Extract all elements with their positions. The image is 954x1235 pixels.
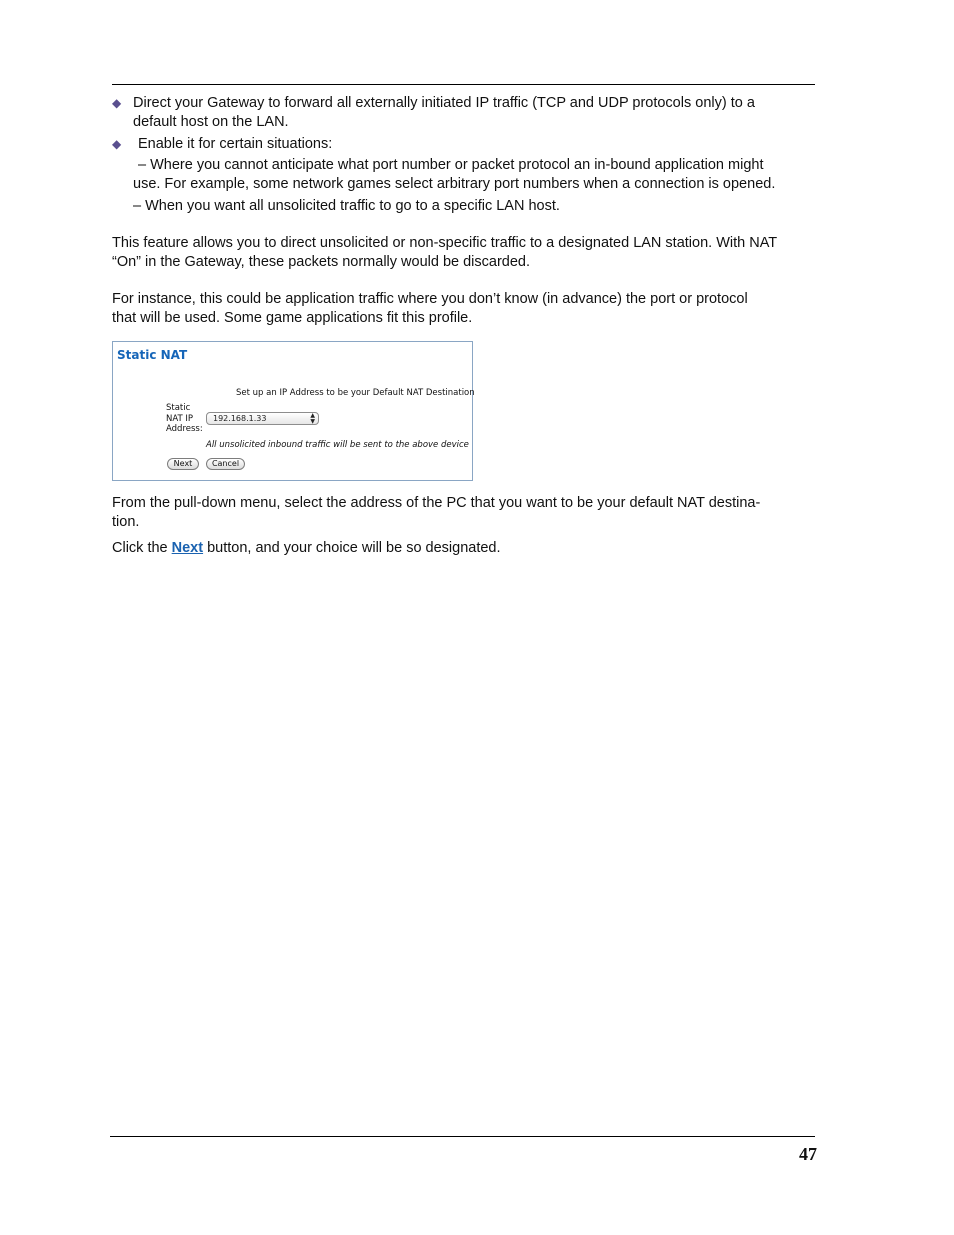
footer-rule xyxy=(110,1136,815,1137)
panel-title: Static NAT xyxy=(117,348,188,362)
paragraph-3-line-2: tion. xyxy=(112,514,140,530)
paragraph-2-line-1: For instance, this could be application traffic where you don’t know (in advance) the port or protocol xyxy=(112,291,748,307)
diamond-bullet-icon: ◆ xyxy=(112,96,122,110)
paragraph-4 xyxy=(112,539,501,558)
panel-note: All unsolicited inbound traffic will be sent to the above device xyxy=(206,440,469,450)
paragraph-4-before: Click the xyxy=(112,540,172,556)
field-label-line-2: NAT IP xyxy=(166,414,194,424)
bullet-1-line-2: default host on the LAN. xyxy=(133,114,289,130)
bullet-2-sub-3: – When you want all unsolicited traffic to go to a specific LAN host. xyxy=(133,198,560,214)
next-link[interactable]: Next xyxy=(171,540,204,556)
diamond-bullet-icon: ◆ xyxy=(112,137,122,151)
bullet-2-sub-2: use. For example, some network games select arbitrary port numbers when a connection is opened. xyxy=(133,176,776,192)
field-label-line-1: Static xyxy=(166,403,191,413)
paragraph-2-line-2: that will be used. Some game applications fit this profile. xyxy=(112,310,473,326)
static-nat-screenshot xyxy=(112,341,473,481)
paragraph-4-after: button, and your choice will be so designated. xyxy=(203,540,501,556)
bullet-2-sub-1: – Where you cannot anticipate what port number or packet protocol an in-bound application might xyxy=(138,157,764,173)
paragraph-1-line-2: “On” in the Gateway, these packets normally would be discarded. xyxy=(112,254,531,270)
select-value: 192.168.1.33 xyxy=(213,414,267,423)
panel-instruction: Set up an IP Address to be your Default NAT Destination xyxy=(236,388,475,398)
field-label-line-3: Address: xyxy=(166,424,203,434)
nat-ip-select[interactable] xyxy=(206,412,319,425)
page-number: 47 xyxy=(799,1144,817,1164)
paragraph-3-line-1: From the pull-down menu, select the address of the PC that you want to be your default NAT destina- xyxy=(112,495,761,511)
select-arrows-icon: ▲ ▼ xyxy=(310,412,315,425)
bullet-2-line-1: Enable it for certain situations: xyxy=(138,136,333,152)
bullet-1-line-1: Direct your Gateway to forward all externally initiated IP traffic (TCP and UDP protocols only) to a xyxy=(133,95,755,111)
next-button[interactable]: Next xyxy=(167,458,199,470)
cancel-button[interactable]: Cancel xyxy=(206,458,245,470)
header-rule xyxy=(112,84,815,85)
paragraph-1-line-1: This feature allows you to direct unsolicited or non-specific traffic to a designated LAN station. With NAT xyxy=(112,235,778,251)
